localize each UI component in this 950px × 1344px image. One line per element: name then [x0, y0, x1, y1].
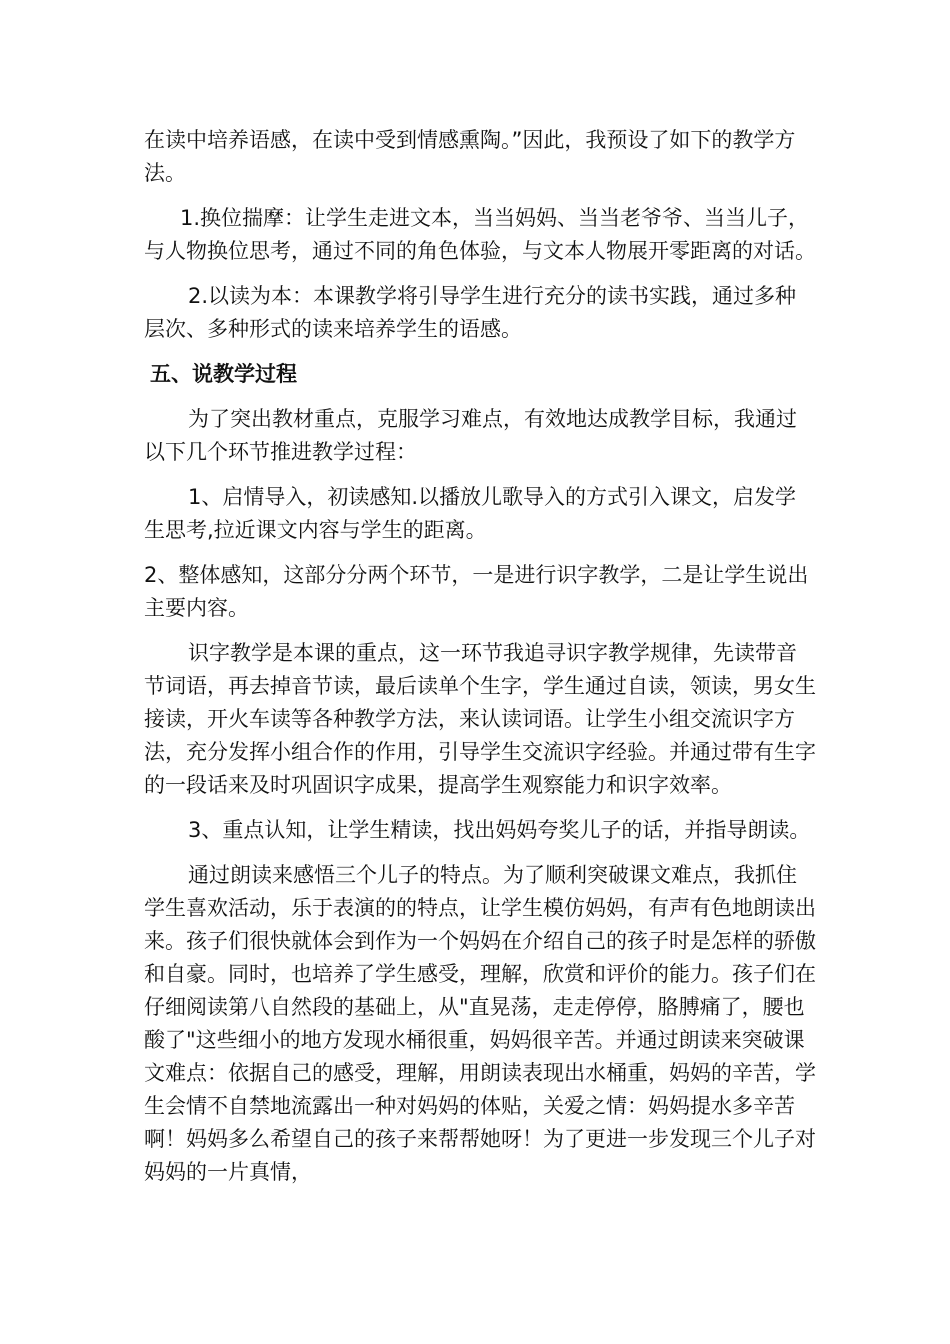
section-heading: 五、说教学过程 [150, 362, 297, 386]
paragraph-teaching-method-intro: 在读中培养语感，在读中受到情感熏陶。”因此，我预设了如下的教学方法。 [144, 128, 796, 185]
paragraph-reading-analysis: 通过朗读来感悟三个儿子的特点。为了顺利突破课文难点，我抓住学生喜欢活动，乐于表演的的特点，让学生模仿妈妈，有声有色地朗读出来。孩子们很快就体会到作为一个妈妈在介绍自己的孩子时是怎样的骄傲和自豪。同时，也培养了学生感受，理解，欣赏和评价的能力。孩子们在仔细阅读第八自然段的基础上，从"直晃荡，走走停停，胳膊痛了，腰也酸了"这些细小的地方发现水桶很重，妈妈很辛苦。并通过朗读来突破课文难点：依据自己的感受，理解，用朗读表现出水桶重，妈妈的辛苦，学生会情不自禁地流露出一种对妈妈的体贴，关爱之情：妈妈提水多辛苦啊！妈妈多么希望自己的孩子来帮帮她呀！为了更进一步发现三个儿子对妈妈的一片真情， [144, 863, 816, 1184]
paragraph-literacy-teaching: 识字教学是本课的重点，这一环节我追寻识字教学规律，先读带音节词语，再去掉音节读，最后读单个生字，学生通过自读，领读，男女生接读，开火车读等各种教学方法，来认读词语。让学生小组交流识字方法，充分发挥小组合作的作用，引导学生交流识字经验。并通过带有生字的一段话来及时巩固识字成果，提高学生观察能力和识字效率。 [144, 641, 816, 797]
paragraph-process-intro: 为了突出教材重点，克服学习难点，有效地达成教学目标，我通过以下几个环节推进教学过程： [144, 407, 797, 464]
document-body [144, 124, 816, 1201]
paragraph-step-1: 1、启情导入，初读感知.以播放儿歌导入的方式引入课文，启发学生思考,拉近课文内容与学生的距离。 [144, 485, 797, 542]
paragraph-method-1: 1.换位揣摩：让学生走进文本，当当妈妈、当当老爷爷、当当儿子，与人物换位思考，通过不同的角色体验，与文本人物展开零距离的对话。 [144, 206, 816, 263]
paragraph-step-2: 2、整体感知，这部分分两个环节，一是进行识字教学，二是让学生说出主要内容。 [144, 563, 809, 620]
paragraph-step-3: 3、重点认知，让学生精读，找出妈妈夸奖儿子的话，并指导朗读。 [188, 818, 811, 842]
paragraph-method-2: 2.以读为本：本课教学将引导学生进行充分的读书实践，通过多种层次、多种形式的读来培养学生的语感。 [144, 284, 797, 341]
